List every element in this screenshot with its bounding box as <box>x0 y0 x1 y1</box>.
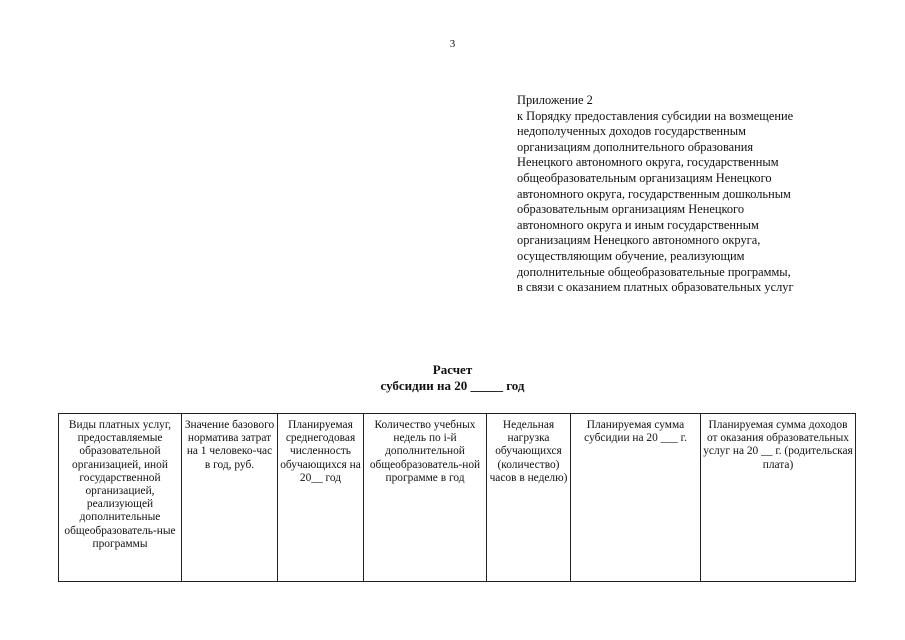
appendix-line: автономного округа и иным государственным <box>517 217 759 232</box>
column-header-service-types: Виды платных услуг, предоставляемые образовательной организацией, иной государственной организацией, реализующей дополнительные общеобразователь-ные программы <box>59 414 182 582</box>
appendix-line: Ненецкого автономного округа, государственным <box>517 155 779 170</box>
column-header-base-cost: Значение базового норматива затрат на 1 человеко-час в год, руб. <box>182 414 278 582</box>
document-heading <box>0 362 905 394</box>
appendix-line: организациям дополнительного образования <box>517 139 754 154</box>
calculation-table <box>58 413 856 582</box>
appendix-line: недополученных доходов государственным <box>517 124 746 139</box>
column-header-weekly-load: Недельная нагрузка обучающихся (количество) часов в неделю) <box>487 414 571 582</box>
heading-title: Расчет <box>432 362 473 377</box>
page-number: 3 <box>449 38 456 50</box>
table-header-row <box>59 414 856 582</box>
appendix-line: осуществляющим обучение, реализующим <box>517 248 745 263</box>
appendix-line: к Порядку предоставления субсидии на возмещение <box>517 108 794 123</box>
appendix-line: Приложение 2 <box>517 93 593 107</box>
appendix-note <box>517 93 847 296</box>
column-header-study-weeks: Количество учебных недель по i-й дополнительной общеобразователь-ной программе в год <box>364 414 487 582</box>
column-header-student-count: Планируемая среднегодовая численность обучающихся на 20__ год <box>278 414 364 582</box>
column-header-income-sum: Планируемая сумма доходов от оказания образовательных услуг на 20 __ г. (родительская плата) <box>701 414 856 582</box>
appendix-line: организациям Ненецкого автономного округа, <box>517 233 761 248</box>
column-header-subsidy-sum: Планируемая сумма субсидии на 20 ___ г. <box>571 414 701 582</box>
appendix-line: образовательным организациям Ненецкого <box>517 202 745 217</box>
heading-subtitle: субсидии на 20 _____ год <box>380 378 525 393</box>
appendix-line: дополнительные общеобразовательные программы, <box>517 264 791 279</box>
appendix-line: общеобразовательным организациям Ненецкого <box>517 170 772 185</box>
appendix-line: в связи с оказанием платных образовательных услуг <box>517 280 794 295</box>
appendix-line: автономного округа, государственным дошкольным <box>517 186 791 201</box>
